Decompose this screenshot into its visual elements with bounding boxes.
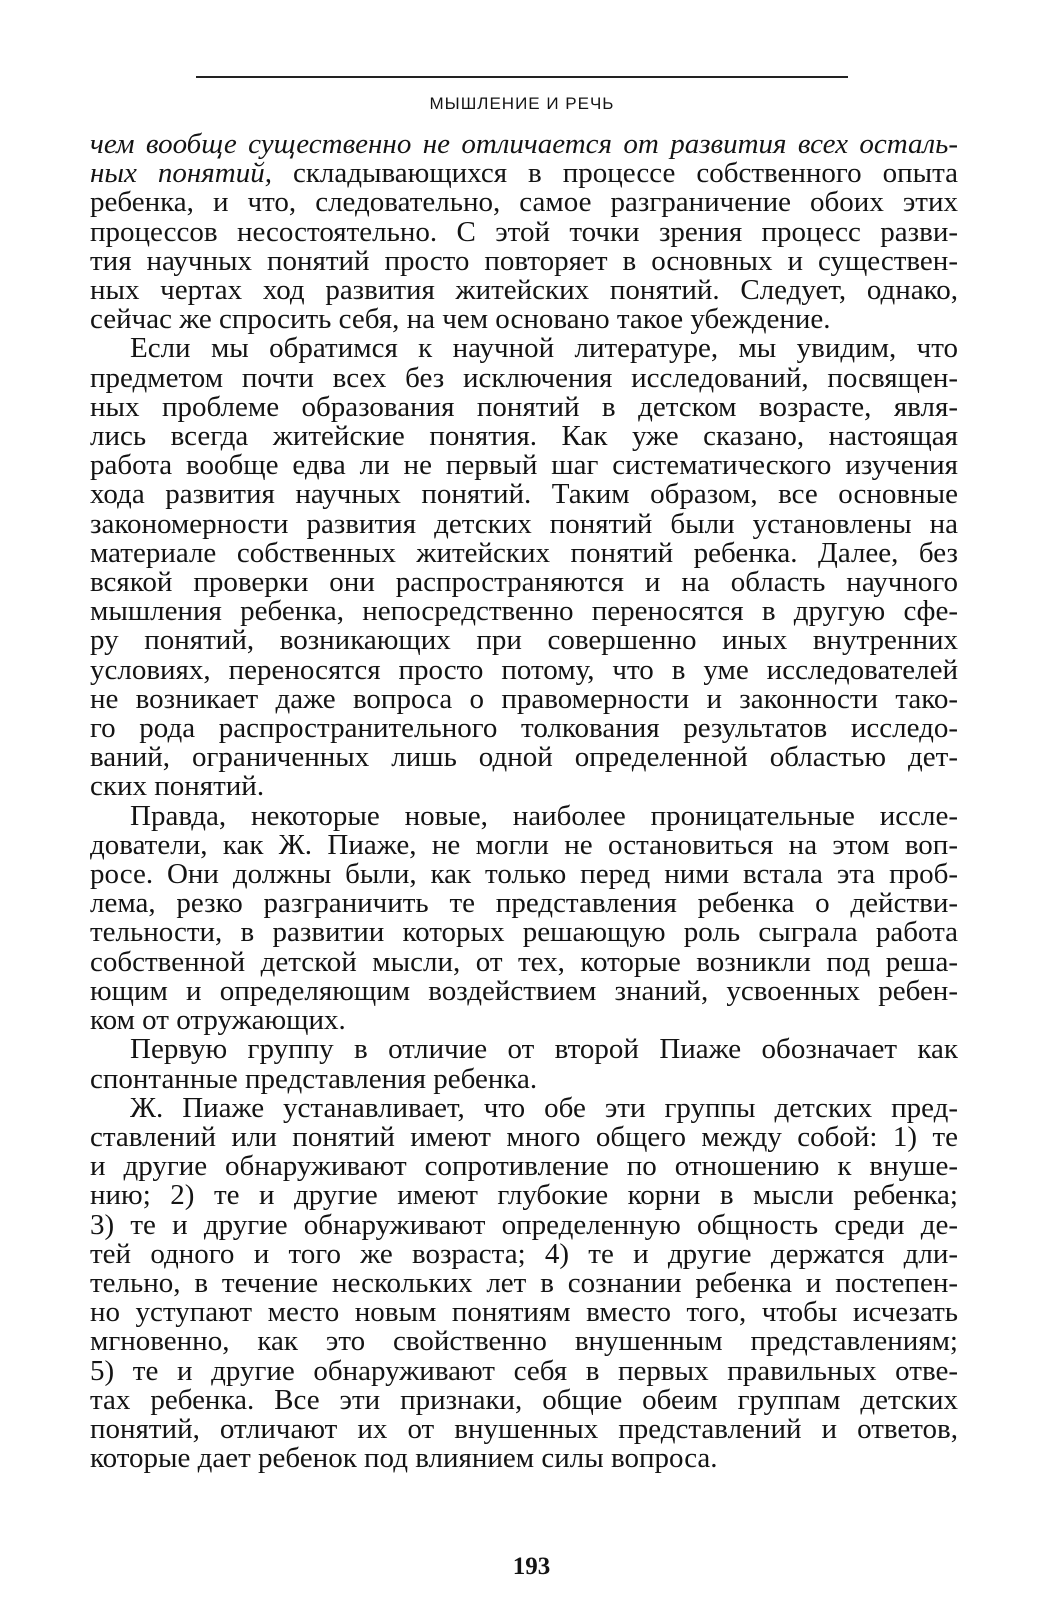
text-line: 3) те и другие обнаруживают определенную общность среди де-	[90, 1208, 958, 1241]
text-line	[90, 159, 958, 188]
text-line: Первую группу в отличие от второй Пиаже обозначает как	[130, 1033, 958, 1066]
paragraph-2	[90, 334, 958, 801]
text-line: тельно, в течение нескольких лет в сознании ребенка и постепен-	[90, 1266, 958, 1299]
body-text	[90, 130, 958, 1473]
text-line: предметом почти всех без исключения исследований, посвящен-	[90, 361, 958, 394]
paragraph-5	[90, 1091, 958, 1475]
text-line: закономерности развития детских понятий были установлены на	[90, 507, 958, 540]
text-line: понятий, отличают их от внушенных представлений и ответов,	[90, 1412, 958, 1445]
text-line: спонтанные представления ребенка.	[90, 1062, 538, 1095]
text-line: ставлений или понятий имеют много общего между собой: 1) те	[90, 1120, 958, 1153]
text-line: сейчас же спросить себя, на чем основано такое убеждение.	[90, 303, 831, 336]
text-line: Правда, некоторые новые, наиболее проницательные иссле-	[130, 799, 958, 832]
text-line: тельности, в развитии которых решающую роль сыграла работа	[90, 916, 958, 949]
text-line: материале собственных житейских понятий ребенка. Далее, без	[90, 536, 958, 569]
text-line: всякой проверки они распространяются и на область научного	[90, 566, 958, 599]
text-line: нию; 2) те и другие имеют глубокие корни в мысли ребенка;	[90, 1179, 958, 1212]
paragraph-1	[90, 130, 958, 334]
text-line: и другие обнаруживают сопротивление по отношению к внуше-	[90, 1150, 958, 1183]
text-line: работа вообще едва ли не первый шаг систематического изучения	[90, 449, 958, 482]
text-run: складывающихся в процессе собственного опыта	[271, 157, 958, 190]
paragraph-4	[90, 1035, 958, 1093]
text-line: собственной детской мысли, от тех, которые возникли под реша-	[90, 945, 958, 978]
page-number: 193	[512, 1553, 551, 1580]
italic-text: ных понятий,	[90, 157, 272, 190]
text-line: хода развития научных понятий. Таким образом, все основные	[90, 478, 958, 511]
text-line: ных чертах ход развития житейских понятий. Следует, однако,	[90, 274, 958, 307]
paragraph-3	[90, 799, 958, 1037]
text-line: ющим и определяющим воздействием знаний, усвоенных ребен-	[90, 974, 958, 1007]
text-line: 5) те и другие обнаруживают себя в первых правильных отве-	[90, 1354, 958, 1387]
text-line: Если мы обратимся к научной литературе, мы увидим, что	[130, 332, 958, 365]
text-line: процессов несостоятельно. С этой точки зрения процесс разви-	[90, 215, 958, 248]
running-title: МЫШЛЕНИЕ И РЕЧЬ	[429, 94, 615, 113]
text-line: тей одного и того же возраста; 4) те и другие держатся дли-	[90, 1237, 958, 1270]
header-rule	[196, 76, 848, 78]
text-line: но уступают место новым понятиям вместо того, чтобы исчезать	[90, 1296, 958, 1329]
text-line: лись всегда житейские понятия. Как уже сказано, настоящая	[90, 420, 958, 453]
text-line: ных проблеме образования понятий в детском возрасте, явля-	[90, 390, 958, 423]
text-line: ру понятий, возникающих при совершенно иных внутренних	[90, 624, 958, 657]
text-line	[90, 130, 958, 159]
text-line: лема, резко разграничить те представления ребенка о действи-	[90, 887, 958, 920]
text-line: которые дает ребенок под влиянием силы вопроса.	[90, 1442, 718, 1475]
text-line: дователи, как Ж. Пиаже, не могли не остановиться на этом воп-	[90, 828, 958, 861]
text-line: не возникает даже вопроса о правомерности и законности тако-	[90, 682, 958, 715]
text-line: ваний, ограниченных лишь одной определенной областью дет-	[90, 741, 958, 774]
text-line: ком от отружающих.	[90, 1004, 346, 1037]
italic-text: чем вообще существенно не отличается от развития всех осталь-	[90, 128, 958, 160]
text-line: Ж. Пиаже устанавливает, что обе эти группы детских пред-	[130, 1091, 958, 1124]
text-line: ребенка, и что, следовательно, самое разграничение обоих этих	[90, 186, 958, 219]
text-line: мышления ребенка, непосредственно переносятся в другую сфе-	[90, 595, 958, 628]
text-line: тах ребенка. Все эти признаки, общие обеим группам детских	[90, 1383, 958, 1416]
text-line: условиях, переносятся просто потому, что в уме исследователей	[90, 653, 958, 686]
text-line: мгновенно, как это свойственно внушенным представлениям;	[90, 1325, 958, 1358]
text-line: росе. Они должны были, как только перед ними встала эта проб-	[90, 858, 958, 891]
text-line: го рода распространительного толкования результатов исследо-	[90, 712, 958, 745]
text-line: ских понятий.	[90, 770, 265, 803]
text-line: тия научных понятий просто повторяет в основных и существен-	[90, 244, 958, 277]
